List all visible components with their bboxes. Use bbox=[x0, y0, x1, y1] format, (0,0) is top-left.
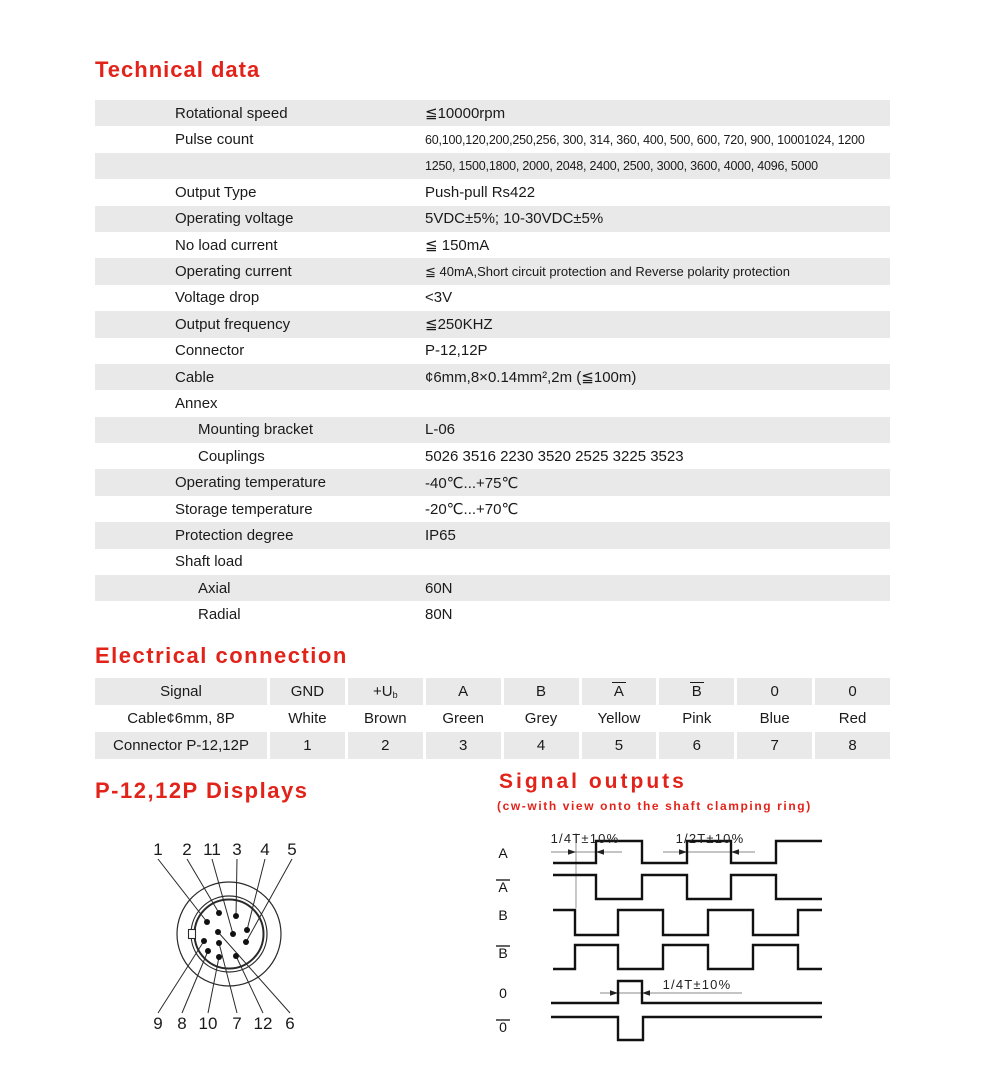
signal-cell-text: 4 bbox=[536, 737, 546, 754]
signal-cell bbox=[659, 678, 737, 705]
waveform-A-inverted bbox=[553, 875, 822, 899]
spec-value: ≦ 150mA bbox=[425, 237, 490, 255]
spec-row bbox=[95, 100, 890, 126]
spec-row bbox=[95, 522, 890, 548]
timing-annotation: 1/4T±10% bbox=[550, 831, 620, 846]
spec-value: P-12,12P bbox=[425, 342, 488, 360]
pin-number-label: 10 bbox=[198, 1014, 218, 1033]
spec-row bbox=[95, 258, 890, 284]
pin-dot bbox=[230, 931, 236, 937]
spec-row bbox=[95, 601, 890, 627]
spec-row bbox=[95, 575, 890, 601]
signal-cell-text: 0 bbox=[848, 683, 857, 700]
pin-number-label: 7 bbox=[232, 1014, 242, 1033]
signal-cell-text: +U bbox=[373, 683, 393, 700]
spec-value: L-06 bbox=[425, 421, 456, 439]
spec-label: Radial bbox=[198, 606, 241, 624]
spec-label: No load current bbox=[175, 236, 278, 254]
signal-cell bbox=[659, 705, 737, 732]
spec-row bbox=[95, 179, 890, 205]
signal-cell bbox=[426, 705, 504, 732]
spec-row bbox=[95, 153, 890, 179]
signal-cell-text: A bbox=[613, 683, 624, 701]
timing-annotation: 1/4T±10% bbox=[662, 977, 732, 992]
signal-cell-text: 6 bbox=[692, 737, 701, 754]
spec-value: IP65 bbox=[425, 526, 456, 544]
pin-dot bbox=[216, 954, 222, 960]
signal-cell-text: 8 bbox=[848, 737, 857, 754]
waveform-label-0-inverted: 0 bbox=[499, 1019, 507, 1035]
connector-keyway-notch bbox=[189, 930, 196, 939]
spec-value: 5VDC±5%; 10-30VDC±5% bbox=[425, 210, 604, 228]
spec-label: Pulse count bbox=[175, 131, 254, 149]
spec-label: Voltage drop bbox=[175, 289, 260, 307]
spec-label: Shaft load bbox=[175, 553, 243, 571]
pin-leader-line bbox=[246, 859, 292, 942]
pin-number-label: 2 bbox=[182, 840, 192, 859]
spec-row bbox=[95, 549, 890, 575]
pin-dot bbox=[244, 927, 250, 933]
signal-cell bbox=[348, 705, 426, 732]
pin-number-label: 8 bbox=[177, 1014, 187, 1033]
spec-row bbox=[95, 469, 890, 495]
waveform-B bbox=[553, 910, 822, 935]
spec-value: ≦250KHZ bbox=[425, 316, 493, 334]
signal-cell-text: 5 bbox=[614, 737, 624, 754]
signal-cell bbox=[504, 705, 582, 732]
spec-value: 60,100,120,200,250,256, 300, 314, 360, 400, 500, 600, 720, 900, 10001024, 1200 bbox=[425, 132, 865, 147]
pin-leader-line bbox=[182, 951, 208, 1013]
waveform-0-inverted bbox=[551, 1017, 822, 1040]
spec-row bbox=[95, 206, 890, 232]
spec-label: Operating voltage bbox=[175, 210, 294, 228]
technical-data-table bbox=[95, 100, 890, 628]
signal-cell-subscript: b bbox=[392, 690, 398, 700]
signal-table-row-connector-pin bbox=[95, 732, 890, 759]
signal-cell-text: Blue bbox=[759, 710, 790, 727]
spec-label: Annex bbox=[175, 394, 218, 412]
pin-dot bbox=[243, 939, 249, 945]
connector-displays-title: P-12,12P Displays bbox=[95, 778, 309, 803]
timing-annotation: 1/2T±10% bbox=[675, 831, 745, 846]
technical-data-title: Technical data bbox=[95, 57, 261, 82]
spec-row bbox=[95, 417, 890, 443]
signal-cell-text: Brown bbox=[364, 710, 407, 727]
signal-cell-text: 3 bbox=[459, 737, 468, 754]
pin-dot bbox=[233, 913, 239, 919]
signal-cell-text: 7 bbox=[770, 737, 779, 754]
electrical-connection-table bbox=[95, 678, 890, 759]
signal-cell-text: Red bbox=[838, 710, 867, 727]
spec-row bbox=[95, 311, 890, 337]
spec-label: Operating current bbox=[175, 263, 292, 281]
dimension-arrowhead bbox=[568, 849, 576, 855]
spec-label: Operating temperature bbox=[175, 474, 326, 492]
spec-label: Axial bbox=[198, 579, 231, 597]
pin-number-label: 6 bbox=[285, 1014, 295, 1033]
pin-number-label: 1 bbox=[153, 840, 163, 859]
signal-outputs-subtitle: (cw-with view onto the shaft clamping ring) bbox=[497, 799, 812, 813]
signal-cell bbox=[737, 678, 815, 705]
pin-dot bbox=[233, 953, 239, 959]
signal-cell-text: GND bbox=[290, 683, 325, 700]
signal-cell bbox=[582, 732, 660, 759]
signal-cell bbox=[426, 732, 504, 759]
pin-number-label: 3 bbox=[232, 840, 242, 859]
pin-dot bbox=[216, 910, 222, 916]
pin-number-label: 11 bbox=[203, 840, 221, 859]
signal-table-row-signal bbox=[95, 678, 890, 705]
signal-cell bbox=[270, 705, 348, 732]
spec-label: Cable bbox=[175, 368, 215, 386]
spec-row bbox=[95, 232, 890, 258]
signal-cell-text: Pink bbox=[682, 710, 712, 727]
signal-cell bbox=[270, 678, 348, 705]
waveform-label-B: B bbox=[498, 907, 508, 923]
spec-label: Storage temperature bbox=[175, 500, 313, 518]
spec-value: 1250, 1500,1800, 2000, 2048, 2400, 2500, 3000, 3600, 4000, 4096, 5000 bbox=[425, 158, 818, 173]
signal-cell bbox=[815, 705, 890, 732]
signal-cell-text: A bbox=[458, 683, 469, 700]
spec-row bbox=[95, 443, 890, 469]
spec-value: <3V bbox=[425, 289, 453, 307]
signal-cell bbox=[737, 705, 815, 732]
signal-cell bbox=[504, 678, 582, 705]
spec-label: Protection degree bbox=[175, 526, 294, 544]
waveform-label-B-inverted: B bbox=[498, 945, 508, 961]
signal-row-header: Cable¢6mm, 8P bbox=[95, 705, 270, 732]
signal-cell bbox=[270, 732, 348, 759]
spec-label: Output frequency bbox=[175, 315, 291, 333]
spec-row bbox=[95, 364, 890, 390]
signal-cell bbox=[504, 732, 582, 759]
spec-row bbox=[95, 126, 890, 152]
signal-cell-text: Green bbox=[442, 710, 485, 727]
spec-value: Push-pull Rs422 bbox=[425, 183, 536, 201]
pin-number-label: 9 bbox=[153, 1014, 163, 1033]
electrical-connection-title: Electrical connection bbox=[95, 643, 348, 668]
spec-value: ≦10000rpm bbox=[425, 105, 506, 123]
spec-row bbox=[95, 285, 890, 311]
connector-pin-diagram bbox=[130, 828, 340, 1043]
spec-value: ¢6mm,8×0.14mm²,2m (≦100m) bbox=[425, 369, 637, 387]
pin-dot bbox=[204, 919, 210, 925]
pin-dot bbox=[216, 940, 222, 946]
waveform-label-0: 0 bbox=[499, 985, 507, 1001]
spec-value: 80N bbox=[425, 606, 453, 624]
spec-value: -40℃...+75℃ bbox=[425, 474, 519, 492]
signal-cell bbox=[582, 705, 660, 732]
signal-cell bbox=[582, 678, 660, 705]
waveform-label-A: A bbox=[498, 845, 508, 861]
pin-number-label: 5 bbox=[287, 840, 297, 859]
signal-cell bbox=[815, 678, 890, 705]
signal-cell bbox=[348, 732, 426, 759]
spec-label: Couplings bbox=[198, 447, 265, 465]
signal-row-header: Signal bbox=[95, 678, 270, 705]
signal-cell-text: Grey bbox=[524, 710, 558, 727]
signal-row-header: Connector P-12,12P bbox=[95, 732, 270, 759]
waveform-label-A-inverted: A bbox=[498, 879, 508, 895]
pin-leader-line bbox=[236, 859, 237, 916]
pin-number-label: 12 bbox=[253, 1014, 273, 1033]
signal-cell-text: B bbox=[536, 683, 547, 700]
signal-table-row-cable-color bbox=[95, 705, 890, 732]
signal-cell-text: B bbox=[691, 683, 702, 701]
signal-cell-text: 0 bbox=[770, 683, 779, 700]
signal-cell-text: 1 bbox=[303, 737, 312, 754]
spec-value: 5026 3516 2230 3520 2525 3225 3523 bbox=[425, 447, 684, 465]
spec-row bbox=[95, 390, 890, 416]
signal-cell bbox=[815, 732, 890, 759]
signal-cell-text: 2 bbox=[381, 737, 390, 754]
signal-output-waveforms bbox=[492, 820, 848, 1052]
pin-leader-line bbox=[219, 943, 237, 1013]
signal-cell-text: Yellow bbox=[597, 710, 641, 727]
spec-value: ≦ 40mA,Short circuit protection and Reverse polarity protection bbox=[425, 263, 790, 279]
connector-inner-ring bbox=[191, 896, 267, 972]
spec-label: Mounting bracket bbox=[198, 421, 314, 439]
signal-cell bbox=[348, 678, 426, 705]
spec-label: Connector bbox=[175, 342, 245, 360]
pin-dot bbox=[201, 938, 207, 944]
spec-value: -20℃...+70℃ bbox=[425, 501, 519, 519]
signal-outputs-title: Signal outputs bbox=[499, 770, 687, 793]
signal-cell bbox=[426, 678, 504, 705]
spec-label: Output Type bbox=[175, 183, 257, 201]
spec-value: 60N bbox=[425, 579, 453, 597]
waveform-B-inverted bbox=[553, 945, 822, 969]
signal-cell-text: White bbox=[288, 710, 327, 727]
signal-cell bbox=[659, 732, 737, 759]
pin-dot bbox=[205, 948, 211, 954]
spec-label: Rotational speed bbox=[175, 104, 288, 122]
pin-number-label: 4 bbox=[260, 840, 270, 859]
spec-row bbox=[95, 338, 890, 364]
pin-dot bbox=[215, 929, 221, 935]
spec-row bbox=[95, 496, 890, 522]
signal-cell bbox=[737, 732, 815, 759]
